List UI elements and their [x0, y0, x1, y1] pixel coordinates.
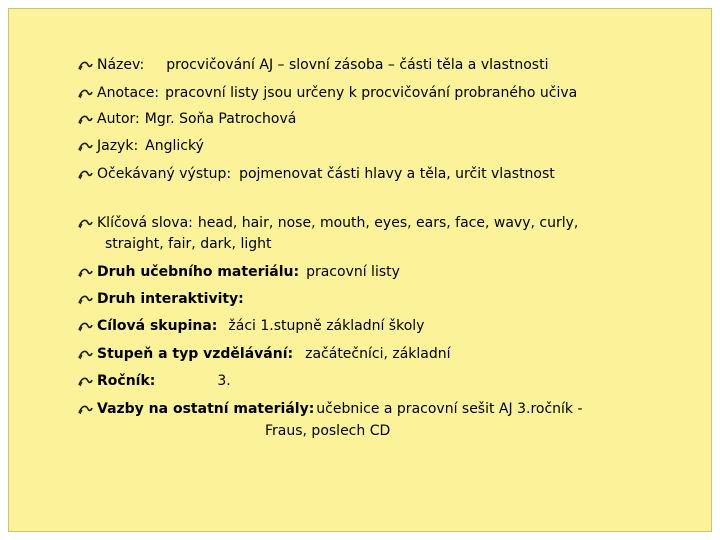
- item-value: Anglický: [145, 138, 204, 154]
- item-label: Druh interaktivity:: [97, 291, 244, 307]
- list-item-stupen-typ: [78, 345, 451, 363]
- ribbon-bullet-icon: [78, 317, 97, 332]
- item-value: head, hair, nose, mouth, eyes, ears, face, wavy, curly,: [197, 215, 579, 231]
- item-value: pracovní listy: [306, 264, 400, 280]
- list-item-vazby: [78, 400, 583, 418]
- item-label: Název:: [97, 57, 145, 73]
- ribbon-bullet-icon: [78, 345, 97, 360]
- list-item-autor: [78, 110, 296, 128]
- item-label: Stupeň a typ vzdělávání:: [97, 346, 294, 362]
- list-item-klicova-slova: [78, 214, 578, 232]
- item-value-continuation: Fraus, poslech CD: [265, 423, 391, 439]
- item-value: žáci 1.stupně základní školy: [228, 318, 425, 334]
- item-value: procvičování AJ – slovní zásoba – části těla a vlastnosti: [166, 57, 549, 73]
- item-label: Druh učebního materiálu:: [97, 264, 300, 280]
- ribbon-bullet-icon: [78, 372, 97, 387]
- item-label: Klíčová slova:: [97, 215, 193, 231]
- item-label: Ročník:: [97, 373, 156, 389]
- ribbon-bullet-icon: [78, 263, 97, 278]
- ribbon-bullet-icon: [78, 84, 97, 99]
- item-value: 3.: [217, 373, 231, 389]
- ribbon-bullet-icon: [78, 110, 97, 125]
- item-value: pojmenovat části hlavy a těla, určit vlastnost: [239, 166, 555, 182]
- list-item-cilova-skupina: [78, 317, 424, 335]
- list-item-nazev: [78, 56, 548, 74]
- ribbon-bullet-icon: [78, 214, 97, 229]
- item-label: Cílová skupina:: [97, 318, 218, 334]
- item-label: Očekávaný výstup:: [97, 166, 232, 182]
- ribbon-bullet-icon: [78, 290, 97, 305]
- ribbon-bullet-icon: [78, 137, 97, 152]
- item-value: pracovní listy jsou určeny k procvičování probraného učiva: [165, 85, 578, 101]
- list-item-jazyk: [78, 137, 204, 155]
- list-item-anotace: [78, 84, 577, 102]
- list-item-ocekavany-vystup: [78, 165, 555, 183]
- ribbon-bullet-icon: [78, 165, 97, 180]
- ribbon-bullet-icon: [78, 400, 97, 415]
- item-value: Mgr. Soňa Patrochová: [144, 111, 297, 127]
- ribbon-bullet-icon: [78, 56, 97, 71]
- item-label: Autor:: [97, 111, 140, 127]
- item-label: Vazby na ostatní materiály:: [97, 401, 315, 417]
- item-value: učebnice a pracovní sešit AJ 3.ročník -: [316, 401, 583, 417]
- item-value-continuation: straight, fair, dark, light: [105, 236, 272, 252]
- item-label: Anotace:: [97, 85, 160, 101]
- item-value: začátečníci, základní: [305, 346, 451, 362]
- list-item-druh-interaktivity: [78, 290, 244, 308]
- list-item-druh-materialu: [78, 263, 400, 281]
- item-label: Jazyk:: [97, 138, 139, 154]
- list-item-rocnik: [78, 372, 231, 390]
